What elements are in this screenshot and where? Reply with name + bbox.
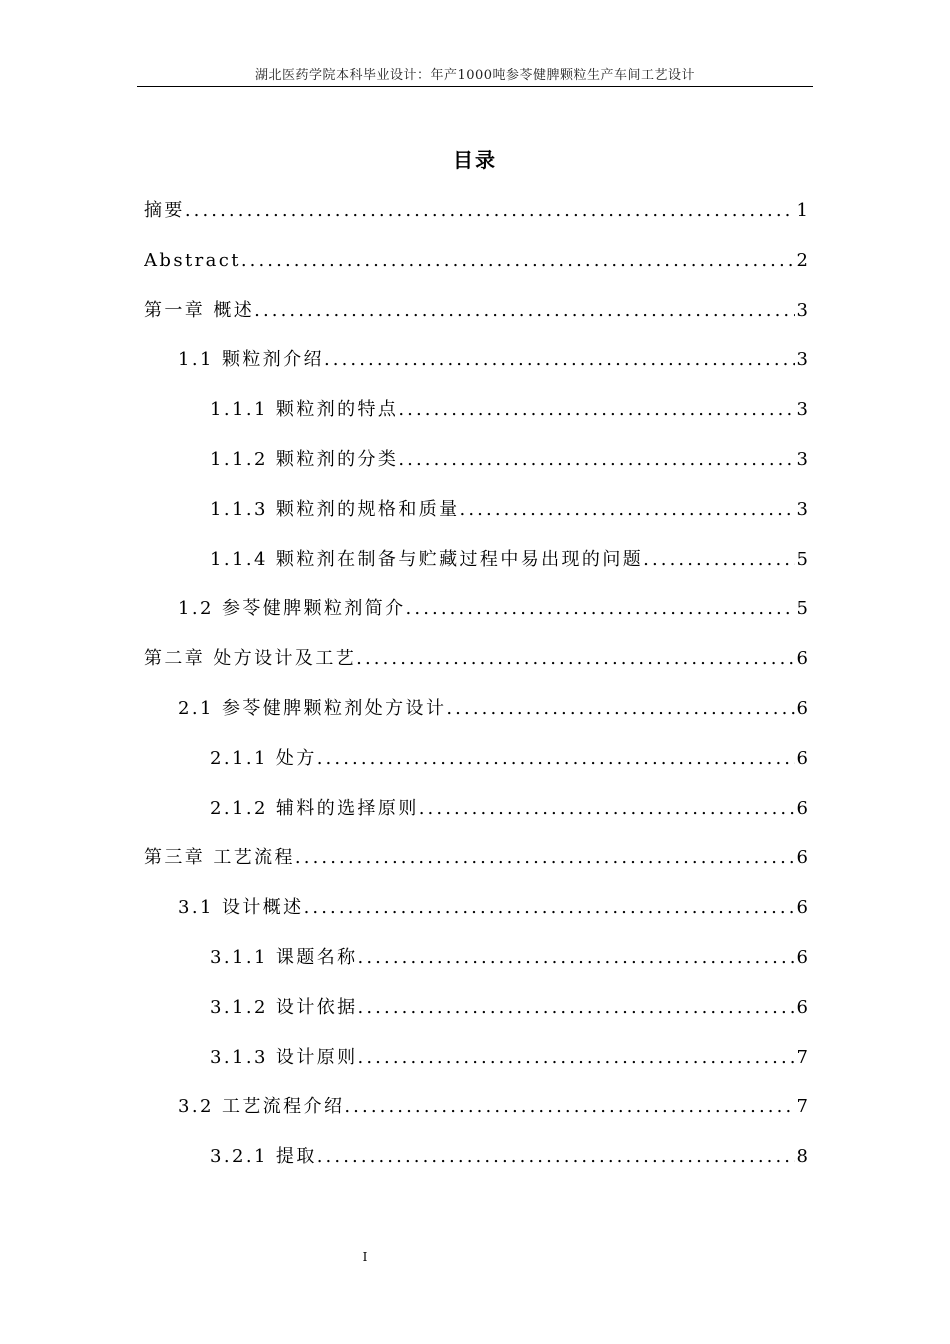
toc-dot-leader [358,940,795,976]
toc-dot-leader [398,392,794,428]
toc-entry[interactable] [144,940,808,990]
toc-dot-leader [254,293,794,329]
toc-entry-page: 3 [796,349,808,371]
toc-entry-label: 第二章 处方设计及工艺 [144,648,357,670]
toc-dot-leader [317,741,795,777]
toc-entry-label: 3.1 设计概述 [178,897,304,919]
toc-entry[interactable] [144,392,808,442]
toc-entry-page: 6 [796,747,808,769]
toc-entry[interactable] [144,990,808,1040]
running-header: 湖北医药学院本科毕业设计：年产1000吨参苓健脾颗粒生产车间工艺设计 [254,68,696,83]
toc-entry[interactable] [144,193,808,243]
toc-entry[interactable] [144,691,808,741]
toc-entry[interactable] [144,641,808,691]
toc-entry-page: 6 [796,648,808,670]
toc-dot-leader [358,1040,795,1076]
toc-entry-label: 3.2 工艺流程介绍 [178,1096,345,1118]
toc-dot-leader [419,791,795,827]
toc-dot-leader [344,1089,794,1125]
toc-dot-leader [460,492,795,528]
toc-dot-leader [185,193,795,229]
toc-entry-label: 1.1.2 颗粒剂的分类 [210,448,399,470]
toc-dot-leader [406,591,795,627]
toc-entry[interactable] [144,293,808,343]
toc-dot-leader [398,442,794,478]
toc-entry-page: 1 [796,200,808,221]
toc-entry[interactable] [144,791,808,841]
toc-entry-label: 3.1.1 课题名称 [210,946,358,968]
toc-entry[interactable] [144,243,808,293]
toc-entry-label: 3.2.1 提取 [210,1146,317,1168]
toc-dot-leader [241,243,795,279]
toc-entry-label: 1.1 颗粒剂介绍 [178,349,324,371]
toc-entry-page: 3 [796,448,808,470]
toc-entry-label: 第三章 工艺流程 [144,847,295,869]
toc-entry-page: 3 [796,498,808,520]
toc-dot-leader [358,990,795,1026]
toc-entry-page: 6 [796,847,808,869]
toc-entry[interactable] [144,591,808,641]
page-number: I [362,1250,368,1264]
toc-entry-page: 3 [796,399,808,421]
toc-entry-page: 5 [796,548,808,570]
toc-entry-label: 3.1.2 设计依据 [210,996,358,1018]
toc-entry-label: Abstract [144,249,241,271]
toc-entry-page: 2 [796,249,808,271]
toc-entry[interactable] [144,1139,808,1189]
toc-entry-page: 7 [796,1096,808,1118]
toc-entry[interactable] [144,840,808,890]
toc-entry-label: 2.1.2 辅料的选择原则 [210,797,419,819]
toc-entry-label: 3.1.3 设计原则 [210,1046,358,1068]
toc-entry-page: 3 [796,299,808,321]
toc-entry[interactable] [144,492,808,542]
toc-entry[interactable] [144,741,808,791]
toc-entry-label: 摘要 [144,200,185,221]
toc-dot-leader [324,342,795,378]
toc-entry-label: 1.1.3 颗粒剂的规格和质量 [210,498,460,520]
toc-dot-leader [643,542,794,578]
toc-entry-page: 5 [796,598,808,620]
toc-entry[interactable] [144,442,808,492]
toc-entry-label: 1.1.1 颗粒剂的特点 [210,399,399,421]
toc-dot-leader [446,691,794,727]
toc-title: 目录 [453,148,497,172]
toc-entry-page: 7 [796,1046,808,1068]
toc-entry-label: 2.1 参苓健脾颗粒剂处方设计 [178,697,447,719]
toc-entry-label: 2.1.1 处方 [210,747,317,769]
toc-entry[interactable] [144,890,808,940]
toc-entry-page: 6 [796,697,808,719]
toc-entry-page: 6 [796,946,808,968]
toc-dot-leader [317,1139,795,1175]
toc-dot-leader [304,890,795,926]
toc-entry[interactable] [144,1089,808,1139]
toc-entry-page: 6 [796,996,808,1018]
toc-dot-leader [356,641,794,677]
toc-dot-leader [295,840,795,876]
toc-entry[interactable] [144,542,808,592]
toc-entry[interactable] [144,1040,808,1090]
toc-entry-label: 第一章 概述 [144,299,255,321]
toc-entry-label: 1.2 参苓健脾颗粒剂简介 [178,598,406,620]
toc-entry-label: 1.1.4 颗粒剂在制备与贮藏过程中易出现的问题 [210,548,644,570]
table-of-contents [144,193,808,1189]
toc-entry-page: 8 [796,1146,808,1168]
toc-entry-page: 6 [796,797,808,819]
toc-entry[interactable] [144,342,808,392]
toc-entry-page: 6 [796,897,808,919]
header-rule [137,86,813,87]
